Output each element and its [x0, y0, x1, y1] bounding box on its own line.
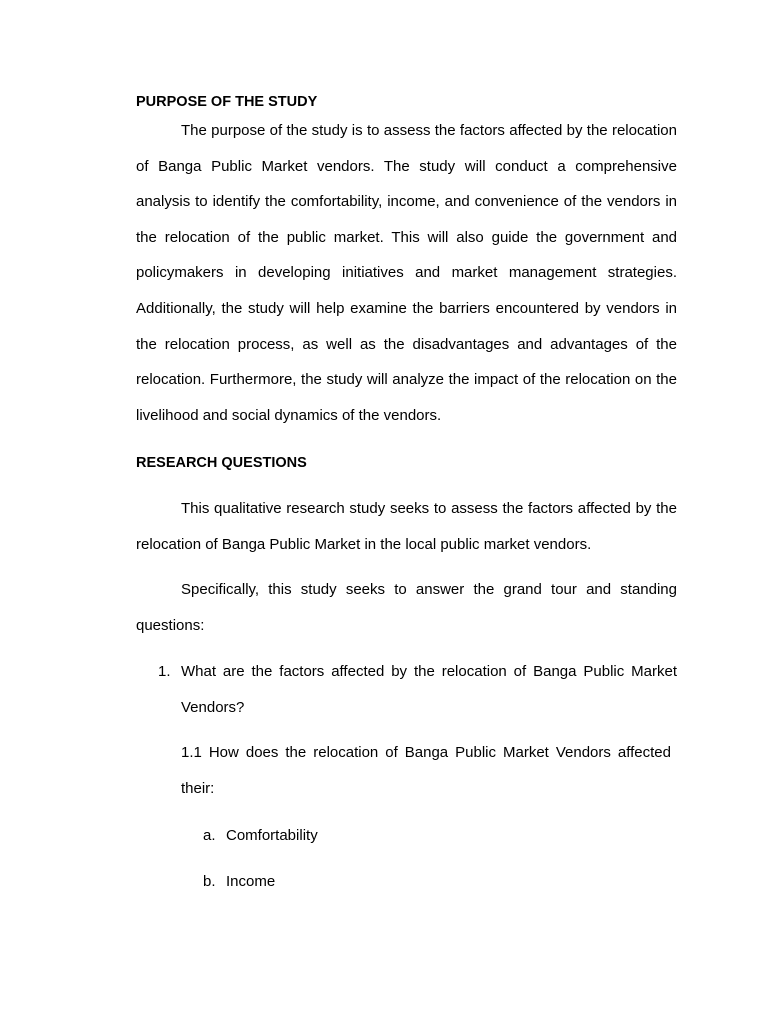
research-intro-paragraph: This qualitative research study seeks to assess the factors affected by the relocation of Banga Public Market in the local public market vendors.	[136, 500, 677, 553]
sub-item-a-letter: a.	[203, 827, 216, 844]
research-questions-heading: RESEARCH QUESTIONS	[136, 455, 307, 471]
purpose-heading: PURPOSE OF THE STUDY	[136, 94, 318, 110]
sub-item-b-letter: b.	[203, 873, 216, 890]
sub-item-b-label: Income	[226, 873, 276, 890]
question-1-1-text: 1.1 How does the relocation of Banga Public Market Vendors affected their:	[181, 744, 671, 797]
question-1-text: What are the factors affected by the relocation of Banga Public Market Vendors?	[181, 663, 677, 716]
question-1-number: 1.	[158, 663, 171, 680]
sub-item-a-label: Comfortability	[226, 827, 318, 844]
purpose-paragraph: The purpose of the study is to assess the factors affected by the relocation of Banga Public Market vendors. The study will conduct a comprehensive analysis to identify the comfortability, income, and convenience of the vendors in the relocation of the public market. This will also guide the government and policymakers in developing initiatives and market management strategies. Additionally, the study will help examine the barriers encountered by vendors in the relocation process, as well as the disadvantages and advantages of the relocation. Furthermore, the study will analyze the impact of the relocation on the livelihood and social dynamics of the vendors.	[136, 122, 677, 424]
specific-questions-paragraph: Specifically, this study seeks to answer the grand tour and standing questions:	[136, 581, 677, 634]
